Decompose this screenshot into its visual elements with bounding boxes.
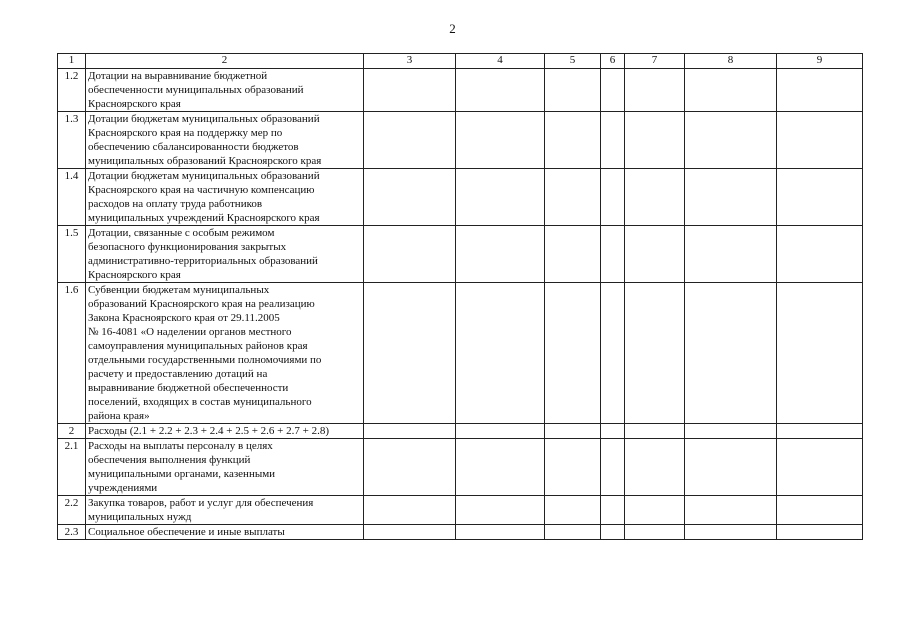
value-cell [625, 226, 685, 283]
value-cell [601, 424, 625, 439]
value-cell [545, 69, 601, 112]
row-description: Дотации бюджетам муниципальных образований Красноярского края на поддержку мер по обеспечению сбалансированности бюджетов муниципальных образований Красноярского края [86, 112, 364, 169]
column-header: 1 [58, 54, 86, 69]
budget-table [57, 53, 863, 540]
row-description: Дотации на выравнивание бюджетной обеспеченности муниципальных образований Красноярского края [86, 69, 364, 112]
table-row [58, 112, 863, 169]
value-cell [777, 169, 863, 226]
row-number: 2.3 [58, 525, 86, 540]
column-header: 9 [777, 54, 863, 69]
value-cell [601, 69, 625, 112]
value-cell [685, 112, 777, 169]
table-row [58, 439, 863, 496]
value-cell [777, 496, 863, 525]
value-cell [545, 424, 601, 439]
row-number: 1.6 [58, 283, 86, 424]
table-row [58, 424, 863, 439]
value-cell [685, 283, 777, 424]
value-cell [545, 283, 601, 424]
value-cell [545, 439, 601, 496]
value-cell [456, 496, 545, 525]
row-description: Расходы (2.1 + 2.2 + 2.3 + 2.4 + 2.5 + 2.6 + 2.7 + 2.8) [86, 424, 364, 439]
value-cell [625, 496, 685, 525]
column-header: 7 [625, 54, 685, 69]
row-number: 1.5 [58, 226, 86, 283]
value-cell [777, 525, 863, 540]
value-cell [545, 112, 601, 169]
value-cell [777, 112, 863, 169]
value-cell [456, 69, 545, 112]
column-header: 2 [86, 54, 364, 69]
value-cell [545, 525, 601, 540]
value-cell [364, 496, 456, 525]
value-cell [364, 283, 456, 424]
value-cell [545, 226, 601, 283]
value-cell [625, 283, 685, 424]
column-header: 8 [685, 54, 777, 69]
value-cell [601, 283, 625, 424]
value-cell [625, 69, 685, 112]
row-number: 2.2 [58, 496, 86, 525]
value-cell [456, 283, 545, 424]
value-cell [456, 525, 545, 540]
column-header: 3 [364, 54, 456, 69]
row-description: Дотации, связанные с особым режимом безопасного функционирования закрытых административно-территориальных образований Красноярского края [86, 226, 364, 283]
value-cell [685, 424, 777, 439]
column-header: 4 [456, 54, 545, 69]
value-cell [685, 226, 777, 283]
table-row [58, 283, 863, 424]
value-cell [601, 169, 625, 226]
table-row [58, 226, 863, 283]
row-number: 2 [58, 424, 86, 439]
row-description: Дотации бюджетам муниципальных образований Красноярского края на частичную компенсацию расходов на оплату труда работников муниципальных учреждений Красноярского края [86, 169, 364, 226]
value-cell [545, 496, 601, 525]
table-row [58, 169, 863, 226]
row-description: Закупка товаров, работ и услуг для обеспечения муниципальных нужд [86, 496, 364, 525]
column-header: 5 [545, 54, 601, 69]
value-cell [364, 112, 456, 169]
value-cell [685, 525, 777, 540]
column-header: 6 [601, 54, 625, 69]
value-cell [685, 496, 777, 525]
value-cell [685, 169, 777, 226]
value-cell [364, 525, 456, 540]
value-cell [625, 169, 685, 226]
value-cell [364, 226, 456, 283]
value-cell [456, 439, 545, 496]
row-number: 1.2 [58, 69, 86, 112]
value-cell [601, 439, 625, 496]
value-cell [625, 112, 685, 169]
value-cell [601, 496, 625, 525]
table-row [58, 69, 863, 112]
value-cell [777, 283, 863, 424]
value-cell [625, 424, 685, 439]
value-cell [456, 112, 545, 169]
value-cell [625, 439, 685, 496]
value-cell [545, 169, 601, 226]
value-cell [364, 169, 456, 226]
value-cell [777, 226, 863, 283]
value-cell [364, 69, 456, 112]
table-row [58, 496, 863, 525]
table-header-row [58, 54, 863, 69]
value-cell [601, 226, 625, 283]
page-number: 2 [449, 21, 456, 36]
table-row [58, 525, 863, 540]
value-cell [777, 424, 863, 439]
row-description: Расходы на выплаты персоналу в целях обеспечения выполнения функций муниципальными органами, казенными учреждениями [86, 439, 364, 496]
value-cell [456, 226, 545, 283]
value-cell [777, 69, 863, 112]
row-number: 2.1 [58, 439, 86, 496]
value-cell [625, 525, 685, 540]
row-description: Социальное обеспечение и иные выплаты [86, 525, 364, 540]
row-description: Субвенции бюджетам муниципальных образований Красноярского края на реализацию Закона Красноярского края от 29.11.2005 № 16-4081 «О наделении органов местного самоуправления муниципальных районов края отдельными государственными полномочиями по расчету и предоставлению дотаций на выравнивание бюджетной обеспеченности поселений, входящих в состав муниципального района края» [86, 283, 364, 424]
value-cell [685, 69, 777, 112]
value-cell [685, 439, 777, 496]
row-number: 1.4 [58, 169, 86, 226]
value-cell [777, 439, 863, 496]
value-cell [601, 112, 625, 169]
value-cell [364, 424, 456, 439]
value-cell [601, 525, 625, 540]
value-cell [364, 439, 456, 496]
row-number: 1.3 [58, 112, 86, 169]
value-cell [456, 169, 545, 226]
value-cell [456, 424, 545, 439]
